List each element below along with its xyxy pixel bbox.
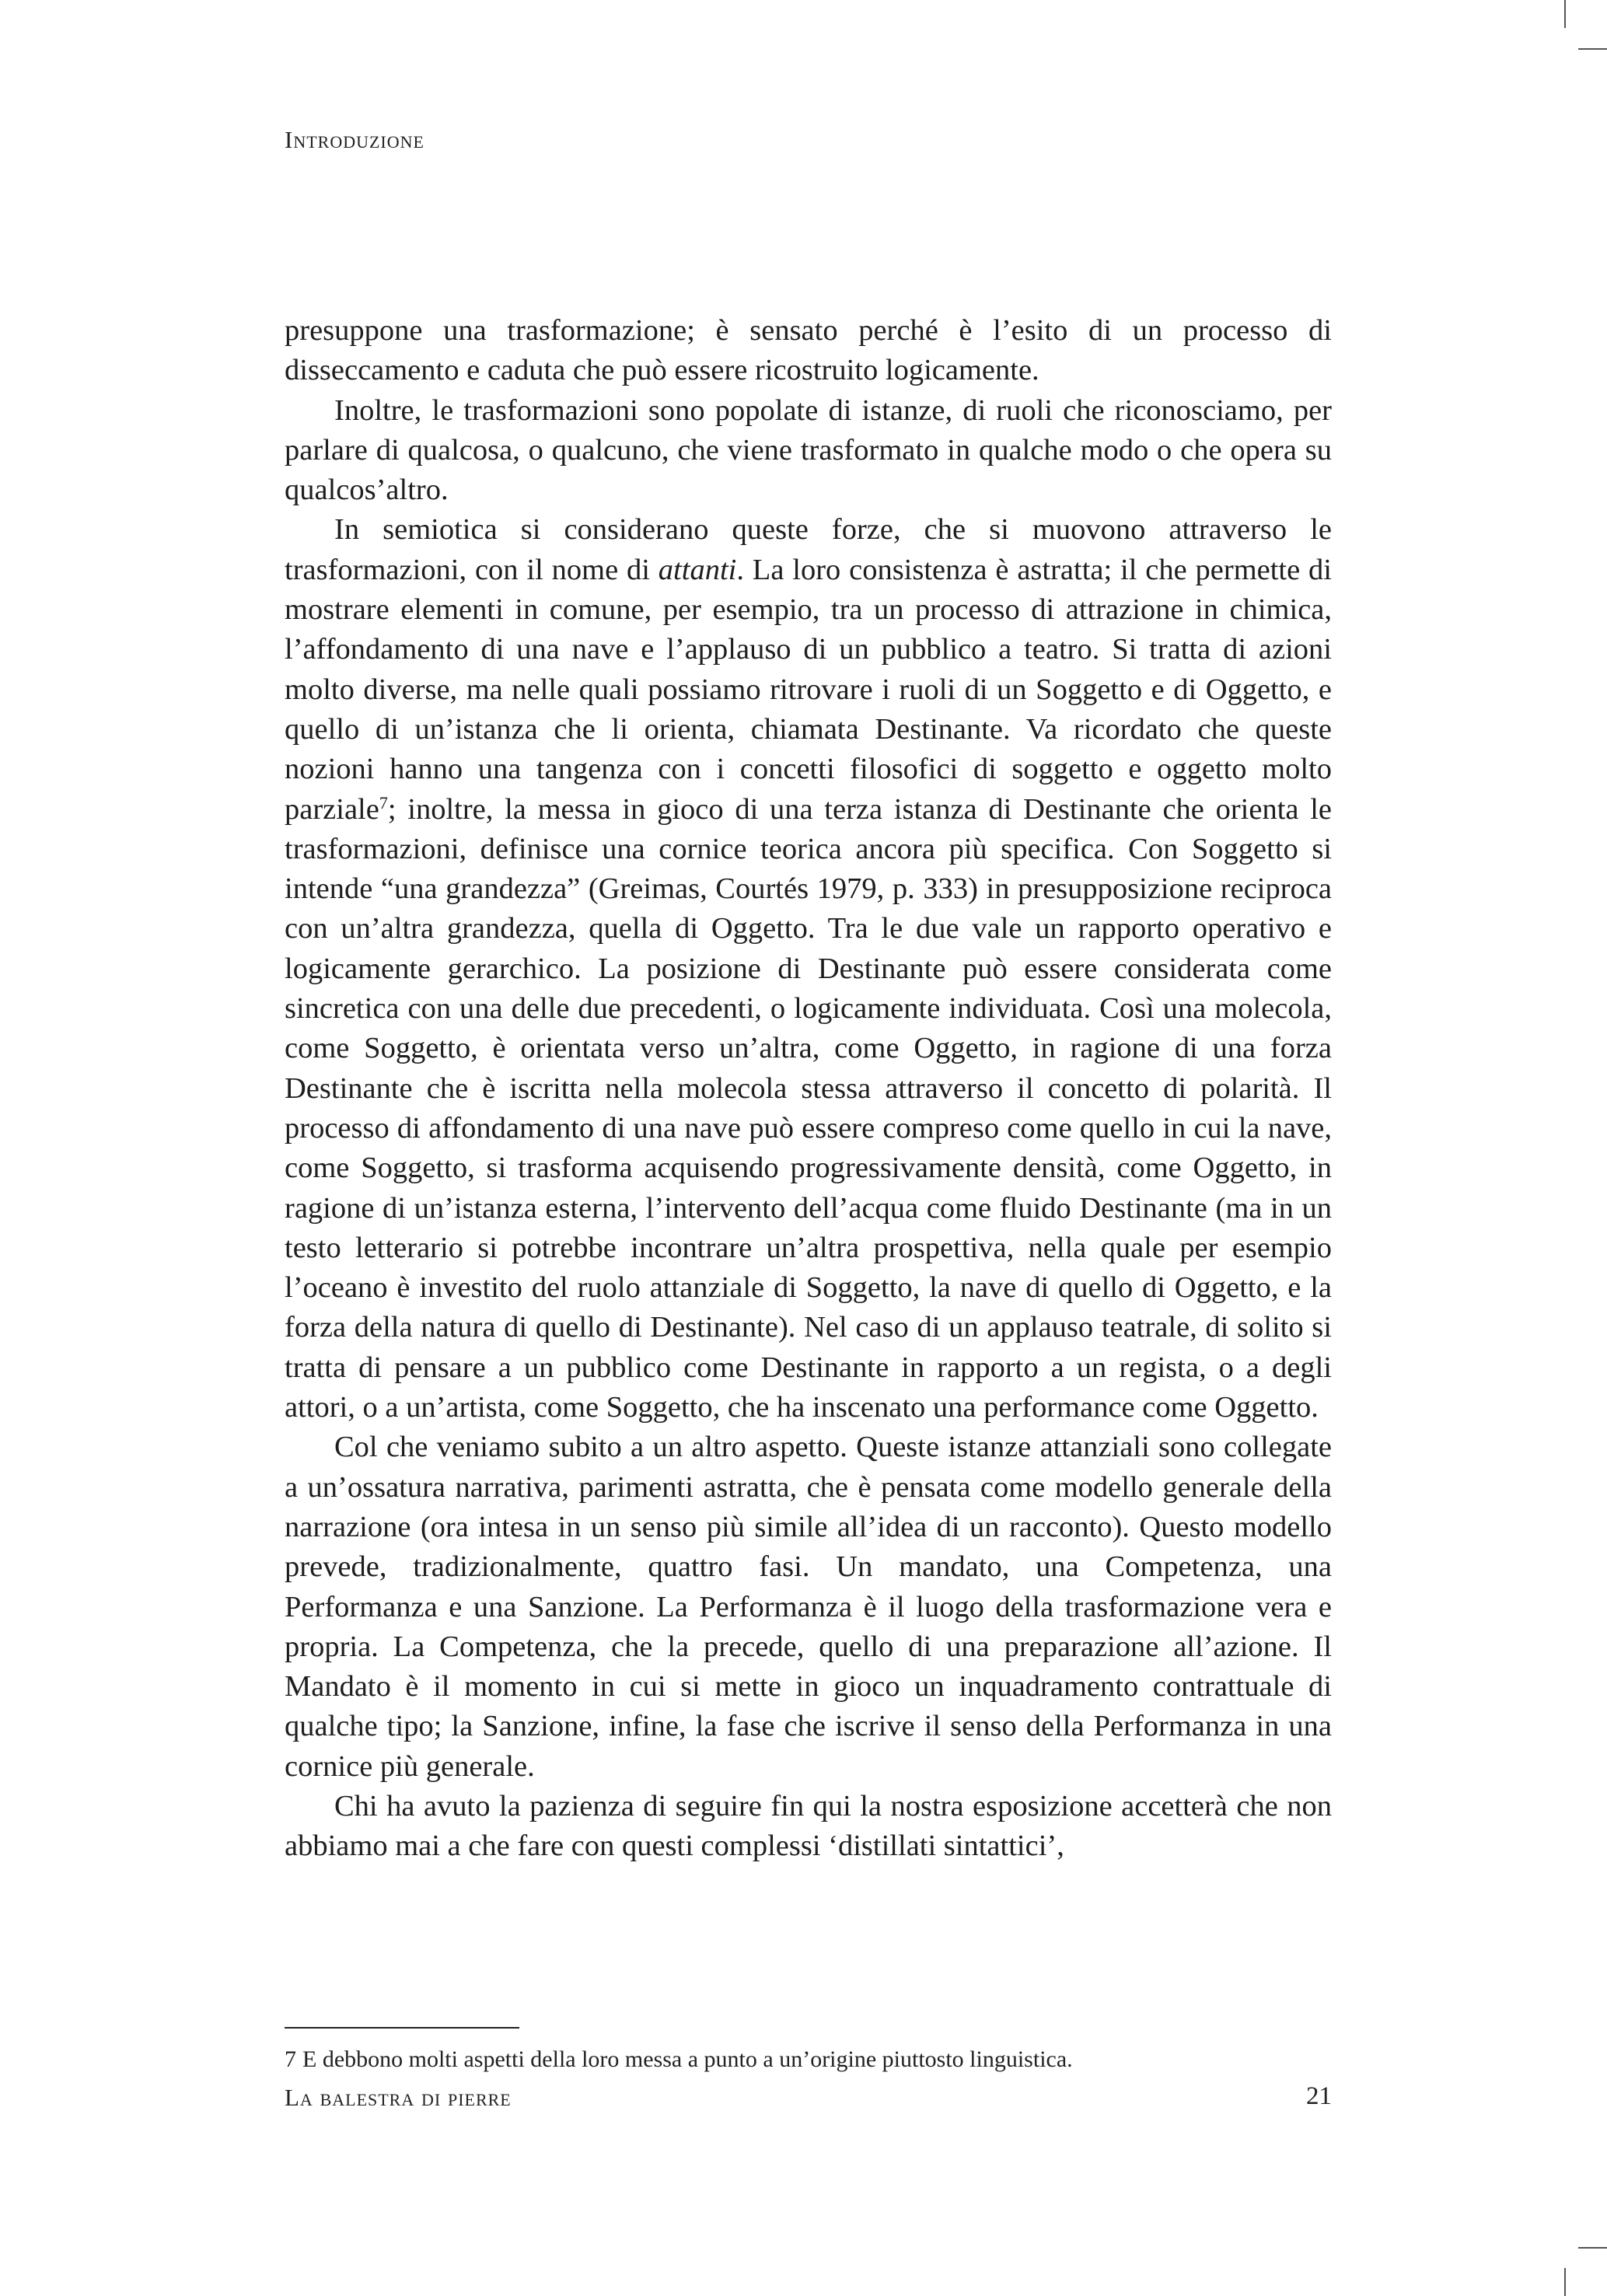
running-foot: La balestra di pierre [285,2084,512,2111]
term-attanti: attanti [658,553,737,586]
paragraph-4: Col che veniamo subito a un altro aspetto. Queste istanze attanziali sono collegate a un’ossatura narrativa, parimenti astratta, che è pensata come modello generale della narrazione (ora intesa in un senso più simile all’idea di un racconto). Questo modello prevede, tradizionalmente, quattro fasi. Un mandato, una Competenza, una Performanza e una Sanzione. La Performanza è il luogo della trasformazione vera e propria. La Competenza, che la precede, quello di una preparazione all’azione. Il Mandato è il momento in cui si mette in gioco un inquadramento contrattuale di qualche tipo; la Sanzione, infine, la fase che iscrive il senso della Performanza in una cornice più generale. [285,1431,1332,1783]
footnote-text: E debbono molti aspetti della loro messa a punto a un’origine piuttosto linguistica. [302,2046,1073,2072]
running-head: Introduzione [285,126,424,153]
paragraph-3-part-a: In semiotica si considerano queste forze, che si muovono attraverso le trasformazioni, con il nome di [285,513,1332,586]
footnote-number: 7 [285,2046,296,2072]
paragraph-5: Chi ha avuto la pazienza di seguire fin qui la nostra esposizione accetterà che non abbiamo mai a che fare con questi complessi ‘distillati sintattici’, [285,1789,1332,1863]
paragraph-2: Inoltre, le trasformazioni sono popolate di istanze, di ruoli che riconosciamo, per parlare di qualcosa, o qualcuno, che viene trasformato in qualche modo o che opera su qualcos’altro. [285,393,1332,507]
paragraph-3-part-c: ; inoltre, la messa in gioco di una terza istanza di Destinante che orienta le trasformazioni, definisce una cornice teorica ancora più specifica. Con Soggetto si intende “una grandezza” (Greimas, Courtés 1979, p. 333) in presupposizione reciproca con un’altra grandezza, quella di Oggetto. Tra le due vale un rapporto operativo e logicamente gerarchico. La posizione di Destinante può essere considerata come sincretica con una delle due precedenti, o logicamente individuata. Così una molecola, come Soggetto, è orientata verso un’altra, come Oggetto, in ragione di una forza Destinante che è iscritta nella molecola stessa attraverso il concetto di polarità. Il processo di affondamento di una nave può essere compreso come quello in cui la nave, come Soggetto, si trasforma acquisendo progressivamente densità, come Oggetto, in ragione di un’istanza esterna, l’intervento dell’acqua come fluido Destinante (ma in un testo letterario si potrebbe incontrare un’altra prospettiva, nella quale per esempio l’oceano è investito del ruolo attanziale di Soggetto, la nave di quello di Oggetto, e la forza della natura di quello di Destinante). Nel caso di un applauso teatrale, di solito si tratta di pensare a un pubblico come Destinante in rapporto a un regista, o a degli attori, o a un’artista, come Soggetto, che ha inscenato una performance come Oggetto. [285,792,1332,1424]
page-number: 21 [1306,2082,1332,2110]
body-text [285,311,1332,1867]
footnote-divider [285,2027,519,2029]
footnote [285,2045,1332,2074]
crop-mark-bottom-right-h [1578,2247,1607,2249]
crop-mark-top-right [1564,0,1566,28]
paragraph-3-part-b: . La loro consistenza è astratta; il che permette di mostrare elementi in comune, per esempio, tra un processo di attrazione in chimica, l’affondamento di una nave e l’applauso di un pubblico a teatro. Si tratta di azioni molto diverse, ma nelle quali possiamo ritrovare i ruoli di un Soggetto e di Oggetto, e quello di un’istanza che li orienta, chiamata Destinante. Va ricordato che queste nozioni hanno una tangenza con i concetti filosofici di soggetto e oggetto molto parziale [285,553,1332,826]
crop-mark-top-right-h [1578,48,1607,50]
footnote-reference: 7 [379,792,388,813]
crop-mark-bottom-right [1564,2268,1566,2296]
paragraph-1: presuppone una trasformazione; è sensato perché è l’esito di un processo di disseccamento e caduta che può essere ricostruito logicamente. [285,314,1332,387]
paragraph-3 [285,510,1332,1428]
